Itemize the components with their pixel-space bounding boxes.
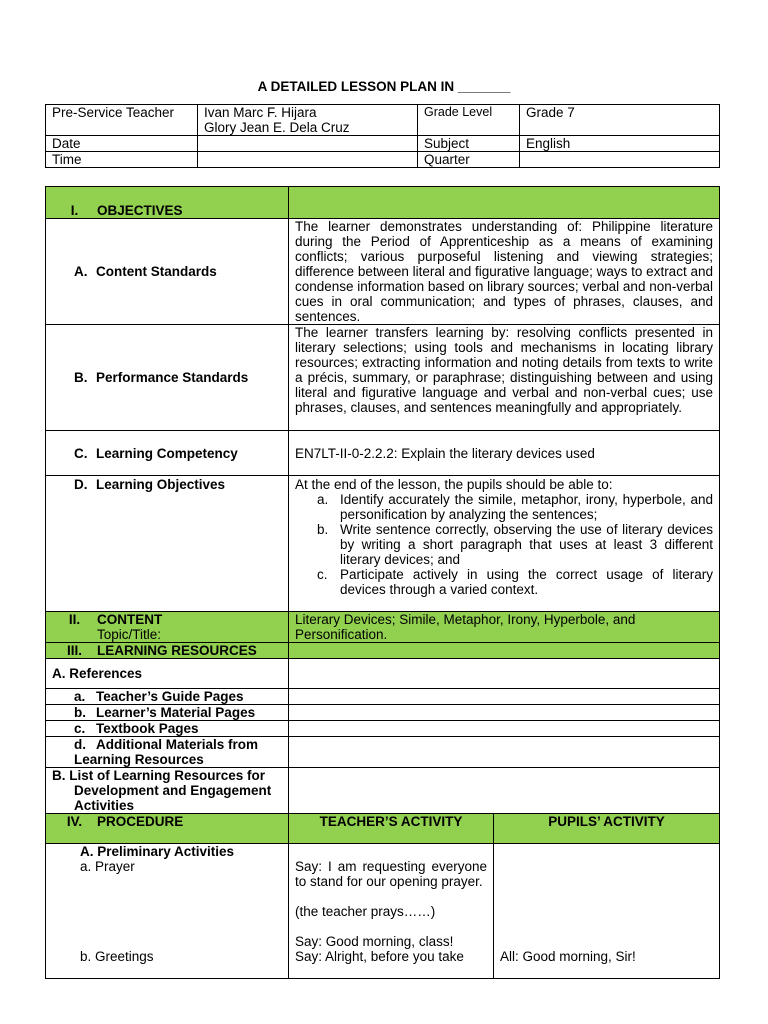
teacher-label: Pre-Service Teacher: [46, 105, 198, 136]
preliminary-activities-label: A. Preliminary Activities: [80, 844, 235, 859]
time-value: [198, 152, 418, 168]
resources-heading: III. LEARNING RESOURCES: [46, 643, 289, 659]
content-heading: II. CONTENT Topic/Title:: [46, 612, 289, 643]
resources-heading-blank: [289, 643, 720, 659]
learning-objectives: [289, 476, 720, 612]
learning-objectives-label: D. Learning Objectives: [46, 476, 289, 612]
learning-competency-text: EN7LT-II-0-2.2.2: Explain the literary devices used: [289, 431, 720, 476]
info-table: [45, 104, 720, 168]
teacher-activity: [289, 844, 494, 979]
pupils-activity-heading: PUPILS’ ACTIVITY: [494, 814, 720, 844]
date-value: [198, 136, 418, 152]
learning-objectives-intro: At the end of the lesson, the pupils should be able to:: [295, 477, 613, 492]
resource-item-blank: [289, 689, 720, 705]
quarter-value: [520, 152, 720, 168]
performance-standards-text: The learner transfers learning by: resolving conflicts presented in literary selections; using tools and mechanisms in locating library resources; extracting information and noting details from texts to write a précis, summary, or paraphrase; distinguishing between and using literal and figurative language and verbal and non-verbal cues; use phrases, clauses, and sentences meaningfully and appropriately.: [289, 325, 720, 431]
teacher-activity-heading: TEACHER’S ACTIVITY: [289, 814, 494, 844]
grade-label: Grade Level: [418, 105, 520, 136]
list-item: c. Participate actively in using the correct usage of literary devices through a varied context.: [317, 567, 713, 597]
resource-item: d. Additional Materials from Learning Resources: [46, 737, 289, 768]
teacher-name: Ivan Marc F. Hijara: [204, 105, 317, 120]
teacher-name: Glory Jean E. Dela Cruz: [204, 120, 350, 135]
performance-standards-label: B. Performance Standards: [46, 325, 289, 431]
list-item: a. Identify accurately the simile, metaphor, irony, hyperbole, and personification by analyzing the sentences;: [317, 492, 713, 522]
grade-value: Grade 7: [520, 105, 720, 136]
references-label: A. References: [46, 659, 289, 689]
procedure-steps: [46, 844, 289, 979]
learning-objectives-list: [295, 492, 713, 597]
subject-label: Subject: [418, 136, 520, 152]
greetings-response: All: Good morning, Sir!: [500, 949, 636, 964]
objectives-heading-blank: [289, 187, 720, 219]
resource-item-blank: [289, 705, 720, 721]
quarter-label: Quarter: [418, 152, 520, 168]
resource-item: b. Learner’s Material Pages: [46, 705, 289, 721]
greetings-say: Say: Alright, before you take: [295, 949, 464, 964]
resource-item-blank: [289, 737, 720, 768]
objectives-heading: I. OBJECTIVES: [46, 187, 289, 219]
page-title: A DETAILED LESSON PLAN IN _______: [257, 79, 511, 94]
greetings-label: b. Greetings: [80, 949, 154, 964]
procedure-heading: IV. PROCEDURE: [46, 814, 289, 844]
list-item: b. Write sentence correctly, observing the use of literary devices by writing a short paragraph that uses at least 3 different literary devices; and: [317, 522, 713, 567]
lesson-plan-table: [45, 186, 720, 979]
prayer-label: a. Prayer: [80, 859, 135, 874]
learning-resources-list-blank: [289, 768, 720, 814]
resource-item: a. Teacher’s Guide Pages: [46, 689, 289, 705]
greetings-say: Say: Good morning, class!: [295, 934, 454, 949]
resource-item-blank: [289, 721, 720, 737]
references-blank: [289, 659, 720, 689]
content-standards-text: The learner demonstrates understanding of: Philippine literature during the Period of Apprenticeship as a means of examining conflicts; various purposeful listening and viewing strategies; difference between literal and figurative language; ways to extract and condense information based on library sources; verbal and non-verbal cues in oral communication; and types of phrases, clauses, and sentences.: [289, 219, 720, 325]
time-label: Time: [46, 152, 198, 168]
prayer-note: (the teacher prays……): [295, 904, 436, 919]
content-standards-label: A. Content Standards: [46, 219, 289, 325]
content-topic: Literary Devices; Simile, Metaphor, Irony, Hyperbole, and Personification.: [289, 612, 720, 643]
date-label: Date: [46, 136, 198, 152]
resource-item: c. Textbook Pages: [46, 721, 289, 737]
learning-resources-list-label: B. List of Learning Resources for Development and Engagement Activities: [46, 768, 289, 814]
subject-value: English: [520, 136, 720, 152]
teacher-names: [198, 105, 418, 136]
pupils-activity: [494, 844, 720, 979]
prayer-say: Say: I am requesting everyone to stand for our opening prayer.: [295, 859, 487, 889]
learning-competency-label: C. Learning Competency: [46, 431, 289, 476]
